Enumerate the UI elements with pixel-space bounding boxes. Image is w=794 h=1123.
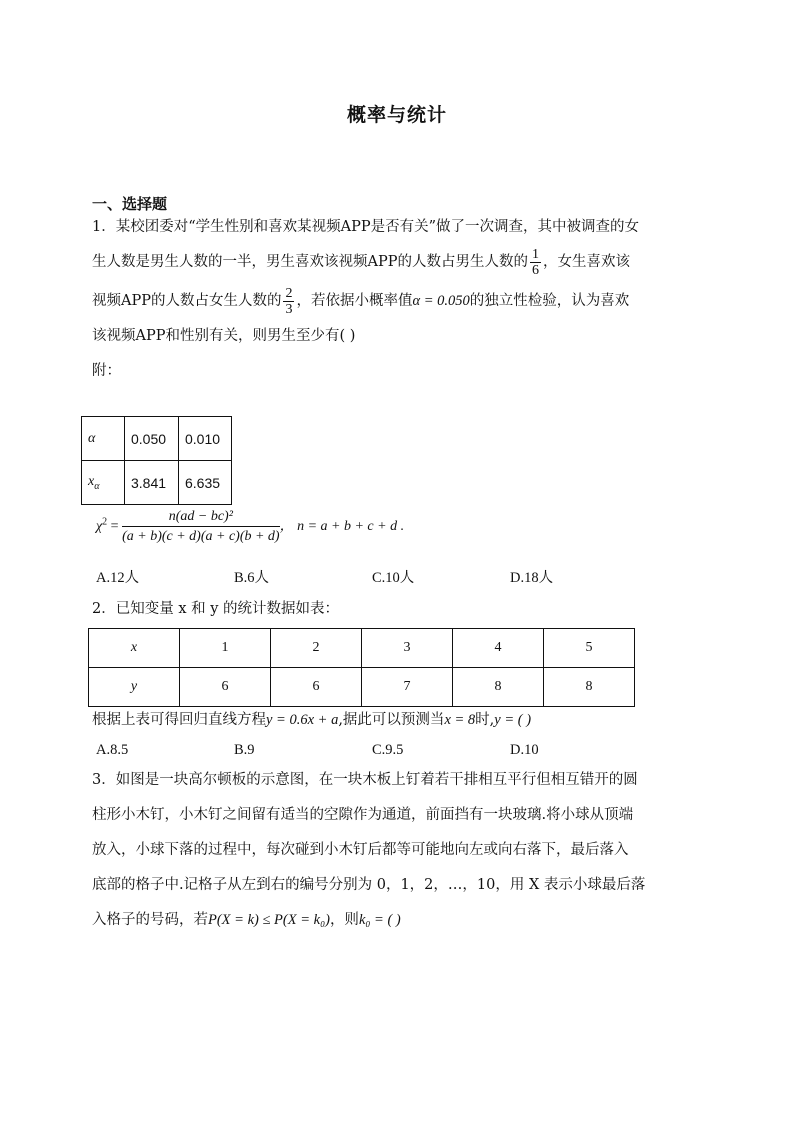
table-row (82, 461, 232, 505)
choice-d[interactable]: D.10 (510, 742, 539, 758)
question-1 (92, 210, 704, 389)
formula-tail: ， n = a + b + c + d . (279, 519, 405, 535)
probability-inequality: P(X = k) ≤ P(X = k₀) (208, 912, 330, 928)
table-cell: 0.010 (179, 417, 232, 461)
table-cell: 6 (271, 668, 362, 707)
q1-line-4: 该视频APP和性别有关，则男生至少有( ) (92, 328, 356, 344)
table-row (82, 417, 232, 461)
frac2-numerator: 2 (285, 285, 293, 301)
y-blank: y = ( ) (494, 712, 532, 728)
q2-line-1: 2．已知变量 x 和 y 的统计数据如表： (92, 601, 340, 617)
table-cell: 2 (271, 629, 362, 668)
choice-a[interactable]: A.8.5 (96, 742, 129, 758)
frac2-denominator: 3 (285, 301, 293, 317)
q2-line-2-text-b: ,据此可以预测当 (338, 712, 445, 728)
table-cell: 1 (180, 629, 271, 668)
table-cell: x (89, 629, 180, 668)
q2-question-line (92, 703, 704, 738)
section-heading: 一、选择题 (92, 195, 168, 213)
table-cell: y (89, 668, 180, 707)
choice-a[interactable]: A.12人 (96, 570, 140, 586)
q3-line-5-text-a: 入格子的号码，若 (92, 912, 208, 928)
x-alpha-subscript: α (94, 480, 100, 492)
q2-line-2 (92, 703, 704, 738)
question-2 (92, 592, 704, 627)
table-cell: 4 (453, 629, 544, 668)
q3-line-2: 柱形小木钉，小木钉之间留有适当的空隙作为通道，前面挡有一块玻璃.将小球从顶端 (92, 807, 634, 823)
table-cell: 0.050 (125, 417, 179, 461)
q1-line-1: 1．某校团委对“学生性别和喜欢某视频APP是否有关”做了一次调查，其中被调查的女 (92, 219, 640, 235)
q1-choices (96, 566, 648, 587)
q3-line-3: 放入，小球下落的过程中，每次碰到小木钉后都等可能地向左或向右落下，最后落入 (92, 842, 629, 858)
choice-c[interactable]: C.10人 (372, 570, 415, 586)
q1-line-2-text-b: ，女生喜欢该 (542, 254, 630, 270)
q1-line-2-text-a: 生人数是男生人数的一半，男生喜欢该视频APP的人数占男生人数的 (92, 254, 528, 270)
chi-denominator: (a + b)(c + d)(a + c)(b + d) (122, 526, 280, 546)
formula-equals: = (107, 519, 123, 535)
k0-blank: k₀ = ( ) (358, 912, 401, 928)
table-cell: 7 (362, 668, 453, 707)
q3-line-5-text-b: ，则 (329, 912, 359, 928)
critical-value-table (81, 416, 232, 505)
q3-line-4: 底部的格子中.记格子从左到右的编号分别为 0，1，2，…，10，用 X 表示小球最后落 (92, 877, 646, 893)
table-cell: 6.635 (179, 461, 232, 505)
chi-square-formula (96, 508, 404, 546)
q1-line-2 (92, 245, 704, 280)
table-cell (82, 461, 125, 505)
page-title: 概率与统计 (346, 104, 447, 126)
table-row (89, 629, 635, 668)
q3-line-1: 3．如图是一块高尔顿板的示意图，在一块木板上钉着若干排相互平行但相互错开的圆 (92, 772, 638, 788)
chi-exponent: 2 (102, 516, 108, 528)
table-cell: α (82, 417, 125, 461)
regression-equation: y = 0.6x + a (266, 712, 339, 728)
xy-data-table (88, 628, 635, 707)
q1-appendix-label: 附： (92, 363, 121, 379)
choice-c[interactable]: C.9.5 (372, 742, 404, 758)
frac1-numerator: 1 (531, 246, 539, 262)
chi-square-fraction (122, 508, 280, 546)
table-cell: 3.841 (125, 461, 179, 505)
alpha-value: α = 0.050 (412, 293, 470, 309)
q2-choices (96, 742, 648, 759)
x-alpha-label: x (88, 473, 95, 489)
choice-d[interactable]: D.18人 (510, 570, 554, 586)
table-cell: 6 (180, 668, 271, 707)
fraction-two-thirds (283, 286, 294, 317)
table-cell: 3 (362, 629, 453, 668)
chi-numerator: n(ad − bc)² (168, 509, 233, 524)
table-cell: 8 (544, 668, 635, 707)
question-3 (92, 763, 704, 938)
frac1-denominator: 6 (531, 262, 539, 278)
q3-line-5 (92, 903, 704, 938)
q1-line-3 (92, 284, 704, 319)
choice-b[interactable]: B.9 (234, 742, 255, 758)
q1-line-3-text-c: 的独立性检验，认为喜欢 (469, 293, 630, 309)
table-row (89, 668, 635, 707)
q2-line-2-text-a: 根据上表可得回归直线方程 (92, 712, 266, 728)
table-cell: 8 (453, 668, 544, 707)
table-cell: 5 (544, 629, 635, 668)
choice-b[interactable]: B.6人 (234, 570, 270, 586)
fraction-one-sixth (530, 247, 541, 278)
chi-symbol: χ (96, 519, 103, 535)
q1-line-3-text-a: 视频APP的人数占女生人数的 (92, 293, 282, 309)
q1-line-3-text-b: ，若依据小概率值 (296, 293, 413, 309)
x-value: x = 8 (444, 712, 476, 728)
q2-line-2-text-c: 时, (475, 712, 495, 728)
